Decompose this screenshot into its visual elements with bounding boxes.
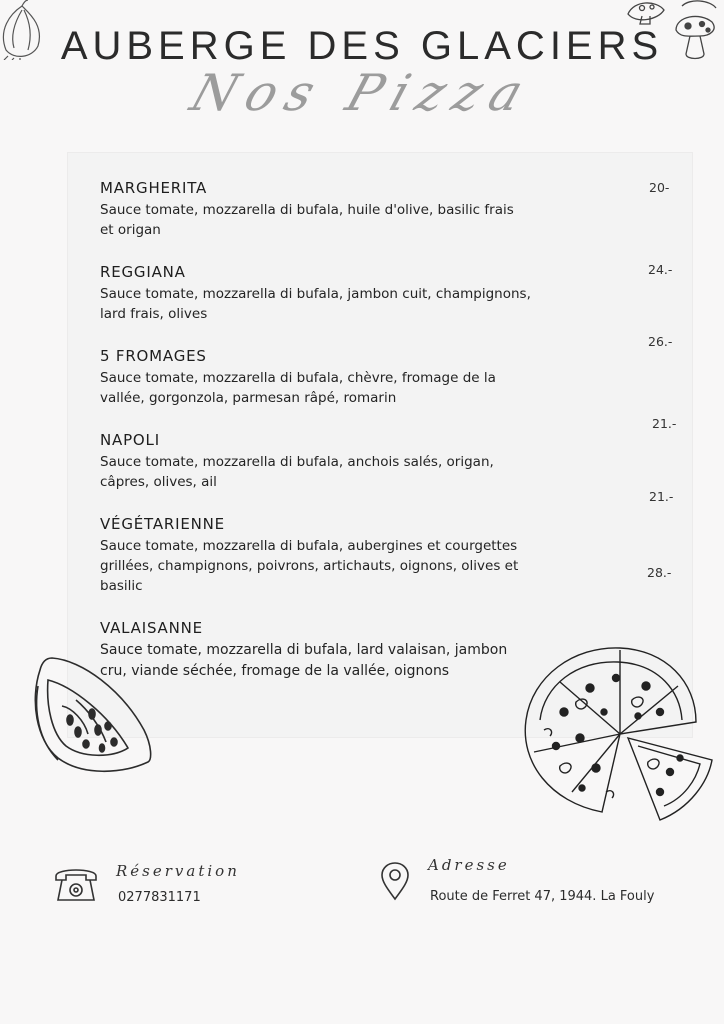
item-price: 21.- — [652, 416, 677, 431]
menu-subtitle: Nos Pizza — [183, 64, 541, 122]
item-name: REGGIANA — [100, 263, 186, 281]
item-name: 5 FROMAGES — [100, 347, 207, 365]
item-description-line: et origan — [100, 222, 161, 238]
item-price: 26.- — [648, 334, 673, 349]
item-price: 21.- — [649, 489, 674, 504]
location-pin-icon — [378, 861, 412, 901]
item-description-line: grillées, champignons, poivrons, artichauts, oignons, olives et — [100, 558, 519, 574]
item-price: 28.- — [647, 565, 672, 580]
item-description-line: Sauce tomate, mozzarella di bufala, chèvre, fromage de la — [100, 370, 496, 386]
address-text: Route de Ferret 47, 1944. La Fouly — [430, 889, 655, 904]
item-name: VALAISANNE — [100, 619, 203, 637]
item-description-line: Sauce tomate, mozzarella di bufala, lard valaisan, jambon — [100, 642, 508, 658]
item-name: MARGHERITA — [100, 179, 208, 197]
item-description-line: cru, viande séchée, fromage de la vallée, oignons — [100, 663, 450, 679]
tomato-slice-illustration — [22, 650, 162, 790]
item-description-line: basilic — [100, 578, 143, 594]
item-price: 20- — [649, 180, 670, 195]
item-name: NAPOLI — [100, 431, 160, 449]
restaurant-title: AUBERGE DES GLACIERS — [60, 24, 664, 68]
item-description-line: lard frais, olives — [100, 306, 208, 322]
item-price: 24.- — [648, 262, 673, 277]
item-name: VÉGÉTARIENNE — [100, 515, 225, 533]
phone-icon — [54, 862, 98, 904]
pizza-illustration — [520, 642, 720, 832]
item-description-line: Sauce tomate, mozzarella di bufala, aubergines et courgettes — [100, 538, 518, 554]
item-description-line: vallée, gorgonzola, parmesan râpé, romarin — [100, 390, 397, 406]
item-description-line: Sauce tomate, mozzarella di bufala, huile d'olive, basilic frais — [100, 202, 514, 218]
item-description-line: Sauce tomate, mozzarella di bufala, jambon cuit, champignons, — [100, 286, 531, 302]
item-description-line: câpres, olives, ail — [100, 474, 217, 490]
phone-number: 0277831171 — [118, 890, 201, 905]
address-label: Adresse — [428, 856, 510, 874]
item-description-line: Sauce tomate, mozzarella di bufala, anchois salés, origan, — [100, 454, 494, 470]
reservation-label: Réservation — [116, 862, 240, 880]
